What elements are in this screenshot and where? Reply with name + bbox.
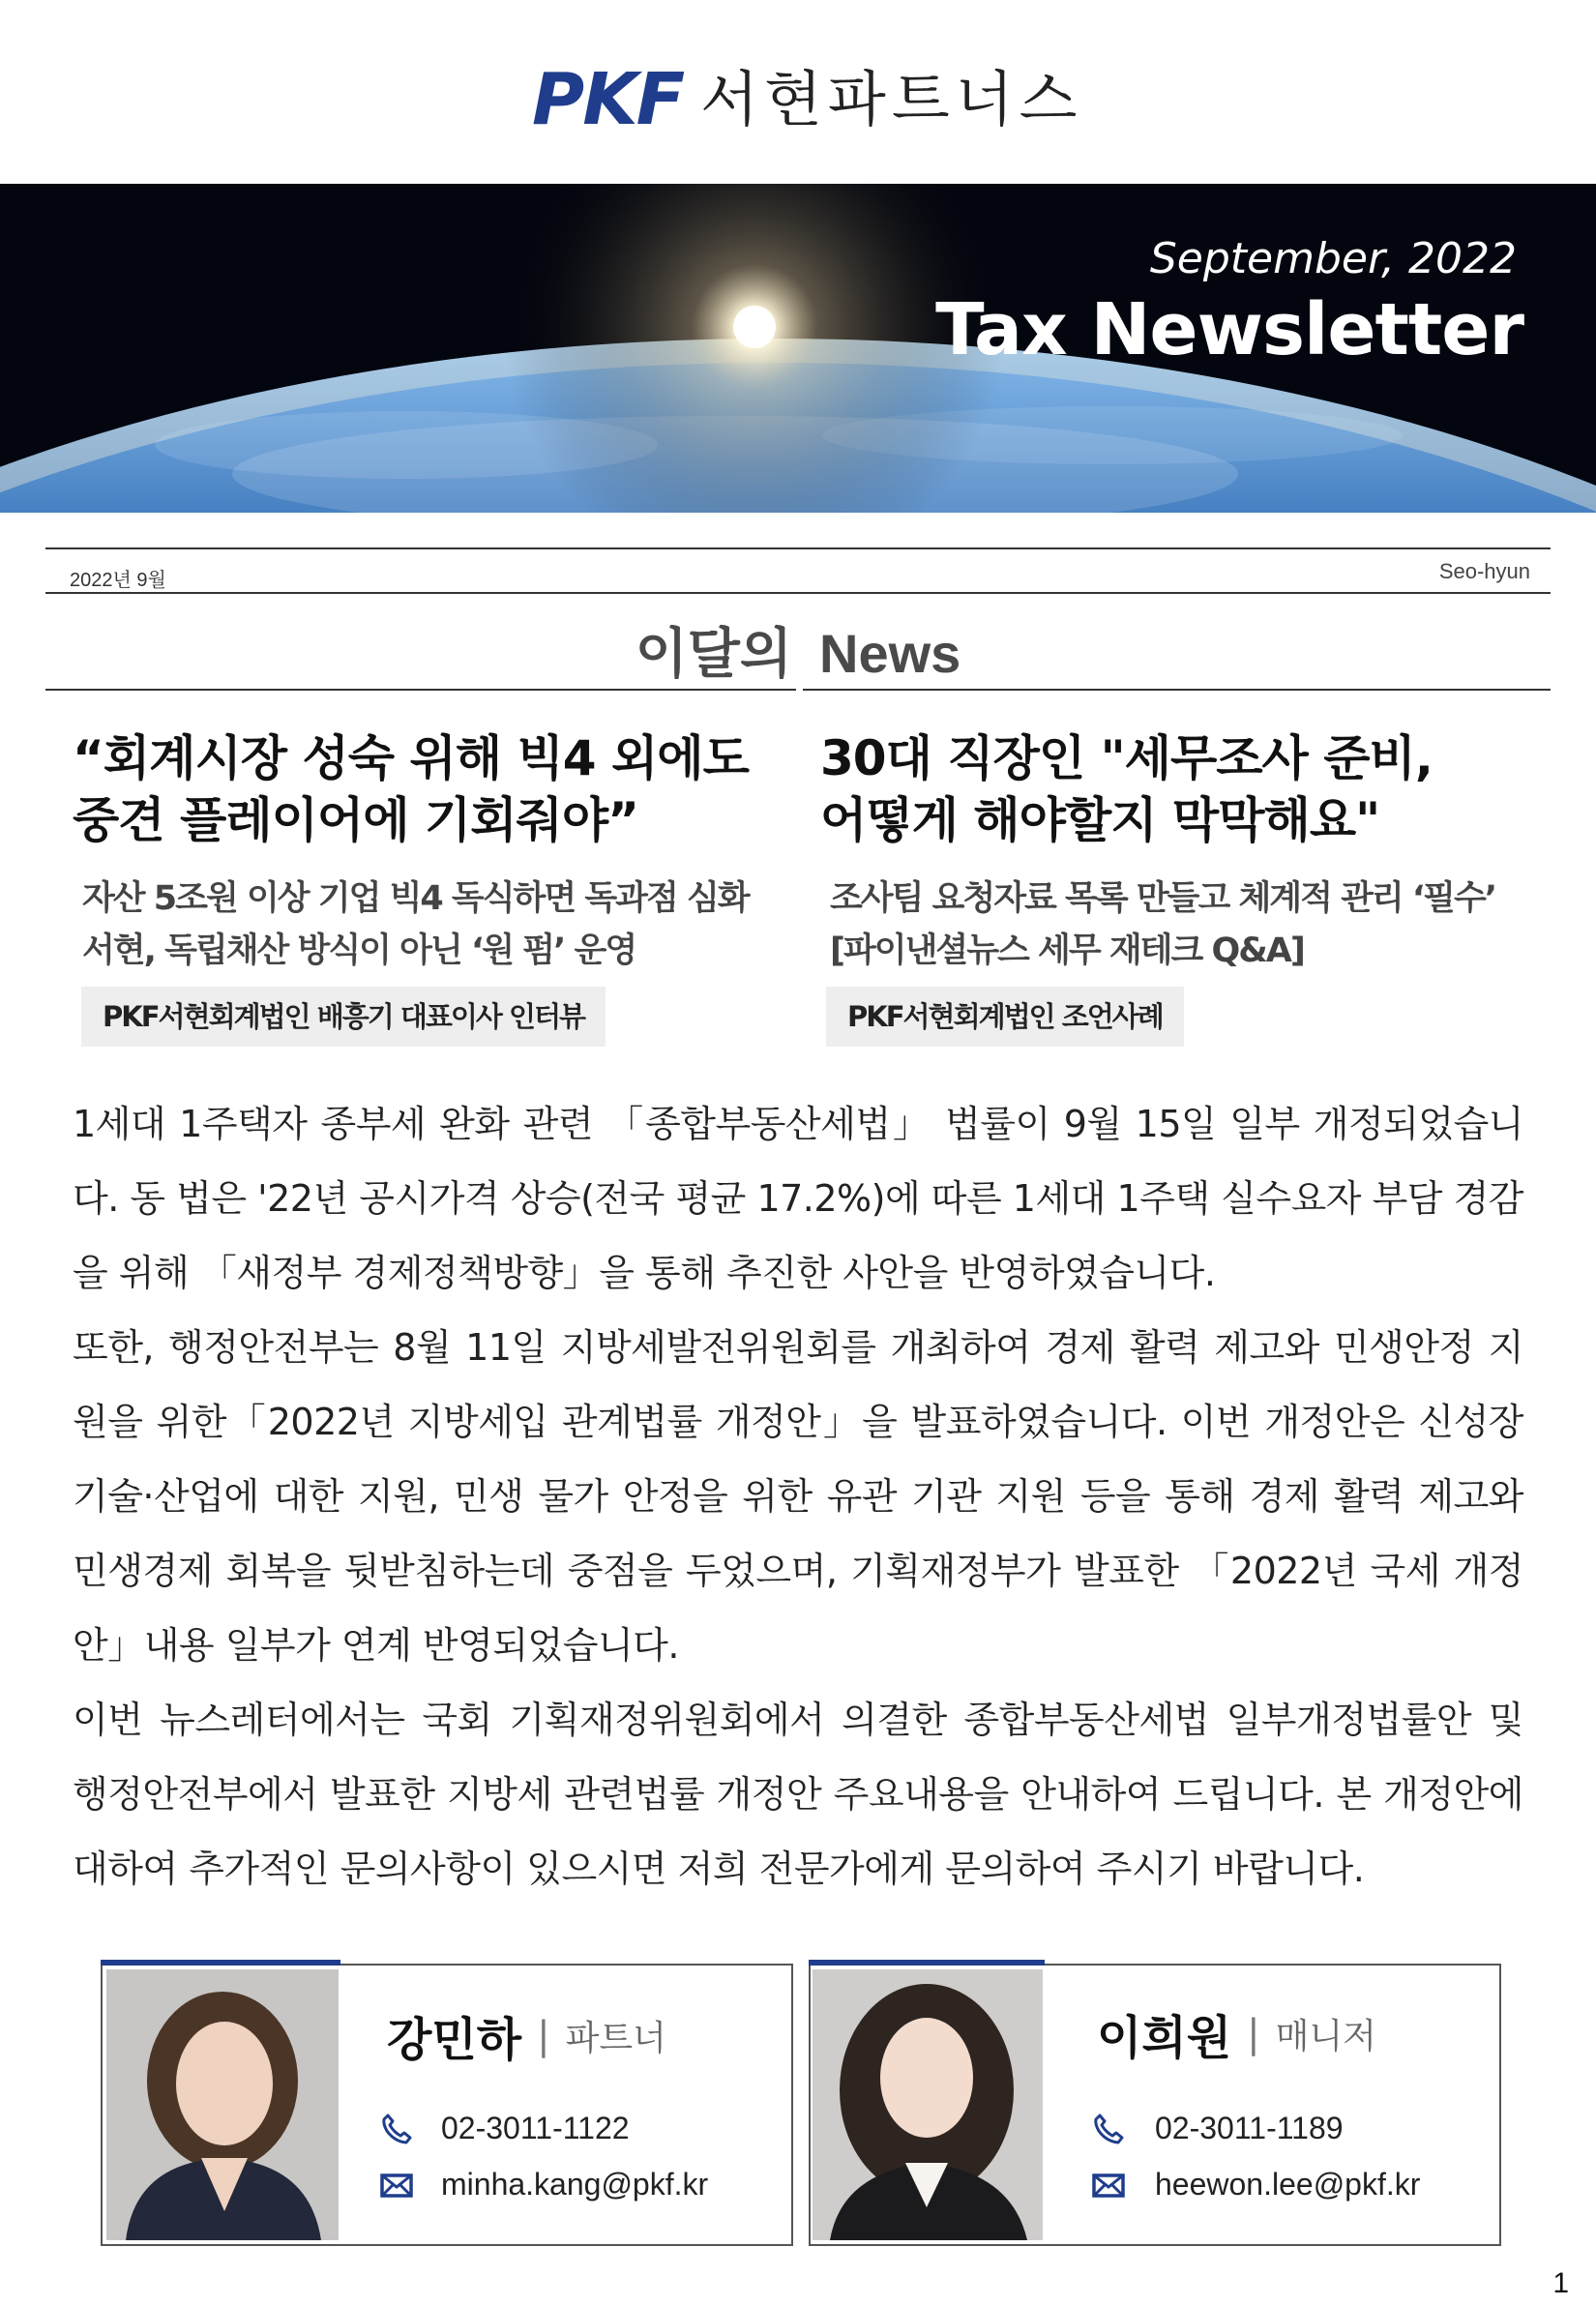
brand-label: Seo-hyun — [1438, 559, 1530, 583]
contact-name: 이희원 — [1097, 2011, 1232, 2065]
newsletter-body — [73, 1087, 1523, 1907]
contact-phone[interactable]: 02-3011-1189 — [1155, 2111, 1344, 2145]
section-title-korean: 이달의 — [635, 623, 792, 684]
contact-photo-2 — [813, 1969, 1043, 2240]
contact-phone[interactable]: 02-3011-1122 — [441, 2111, 630, 2145]
contact-email-row-1 — [379, 2167, 708, 2203]
contact-role: 파트너 — [565, 2019, 666, 2058]
date-row-divider — [45, 592, 1551, 594]
logo-korean-name: 서현파트너스 — [700, 64, 1083, 134]
contact-heading-1 — [387, 2002, 666, 2069]
issue-date: 2022년 9월 — [70, 570, 166, 591]
contact-card-accent — [809, 1960, 1045, 1966]
newsletter-banner — [0, 184, 1596, 513]
article-title-line2[interactable]: 중견 플레이어에 기회줘야” — [73, 792, 638, 848]
contact-heading-2 — [1097, 2000, 1376, 2067]
banner-title: Tax Newsletter — [935, 288, 1523, 371]
article-title-line1[interactable]: “회계시장 성숙 위해 빅4 외에도 — [73, 730, 749, 786]
article-subtitle-line1: 자산 5조원 이상 기업 빅4 독식하면 독과점 심화 — [82, 879, 749, 918]
separator: | — [1247, 2011, 1260, 2056]
article-subtitle-line2: 서현, 독립채산 방식이 아닌 ‘원 펌’ 운영 — [82, 931, 636, 970]
company-logo — [532, 56, 1083, 143]
article-card-2[interactable] — [820, 727, 1517, 977]
section-underline-left — [45, 689, 796, 691]
contact-photo-1 — [106, 1969, 339, 2240]
contact-phone-row-1 — [379, 2111, 630, 2146]
article-source-2: PKF서현회계법인 조언사례 — [826, 987, 1184, 1047]
contact-email[interactable]: heewon.lee@pkf.kr — [1155, 2167, 1421, 2202]
logo-mark: PKF — [532, 58, 684, 141]
contact-name: 강민하 — [387, 2013, 522, 2067]
phone-icon — [379, 2112, 414, 2146]
article-title-line1[interactable]: 30대 직장인 "세무조사 준비, — [820, 730, 1433, 786]
article-source-1: PKF서현회계법인 배흥기 대표이사 인터뷰 — [81, 987, 606, 1047]
contact-email[interactable]: minha.kang@pkf.kr — [441, 2167, 709, 2202]
phone-icon — [1091, 2112, 1126, 2146]
body-paragraph-1: 1세대 1주택자 종부세 완화 관련 「종합부동산세법」 법률이 9월 15일 일부 개정되었습니다. 동 법은 '22년 공시가격 상승(전국 평균 17.2%)에 따른 1세대 1주택 실수요자 부담 경감을 위해 「새정부 경제정책방향」을 통해 추진한 사안을 반영하였습니다. — [73, 1103, 1523, 1294]
banner-date: September, 2022 — [1149, 234, 1517, 283]
section-underline-right — [803, 689, 1551, 691]
contact-phone-row-2 — [1091, 2111, 1344, 2146]
section-title — [0, 611, 1596, 689]
page-number: 1 — [1552, 2267, 1569, 2299]
article-subtitle-line1: 조사팀 요청자료 목록 만들고 체계적 관리 ‘필수’ — [830, 879, 1496, 918]
top-divider — [45, 547, 1551, 549]
article-card-1[interactable] — [73, 727, 769, 977]
envelope-icon — [379, 2168, 414, 2203]
body-paragraph-2: 또한, 행정안전부는 8월 11일 지방세발전위원회를 개최하여 경제 활력 제고와 민생안정 지원을 위한「2022년 지방세입 관계법률 개정안」을 발표하였습니다. 이번 개정안은 신성장 기술·산업에 대한 지원, 민생 물가 안정을 위한 유관 기관 지원 등을 통해 경제 활력 제고와 민생경제 회복을 뒷받침하는데 중점을 두었으며, 기획재정부가 발표한 「2022년 국세 개정안」내용 일부가 연계 반영되었습니다. — [73, 1326, 1523, 1667]
section-title-english: News — [819, 623, 961, 684]
contact-email-row-2 — [1091, 2167, 1420, 2203]
body-paragraph-3: 이번 뉴스레터에서는 국회 기획재정위원회에서 의결한 종합부동산세법 일부개정법률안 및 행정안전부에서 발표한 지방세 관련법률 개정안 주요내용을 안내하여 드립니다. 본 개정안에 대하여 추가적인 문의사항이 있으시면 저희 전문가에게 문의하여 주시기 바랍니다. — [73, 1699, 1523, 1890]
article-title-line2[interactable]: 어떻게 해야할지 막막해요" — [820, 792, 1380, 848]
separator: | — [537, 2013, 550, 2058]
article-subtitle-line2: [파이낸셜뉴스 세무 재테크 Q&A] — [830, 931, 1304, 970]
envelope-icon — [1091, 2168, 1126, 2203]
contact-role: 매니저 — [1275, 2017, 1376, 2056]
contact-card-accent — [101, 1960, 340, 1966]
